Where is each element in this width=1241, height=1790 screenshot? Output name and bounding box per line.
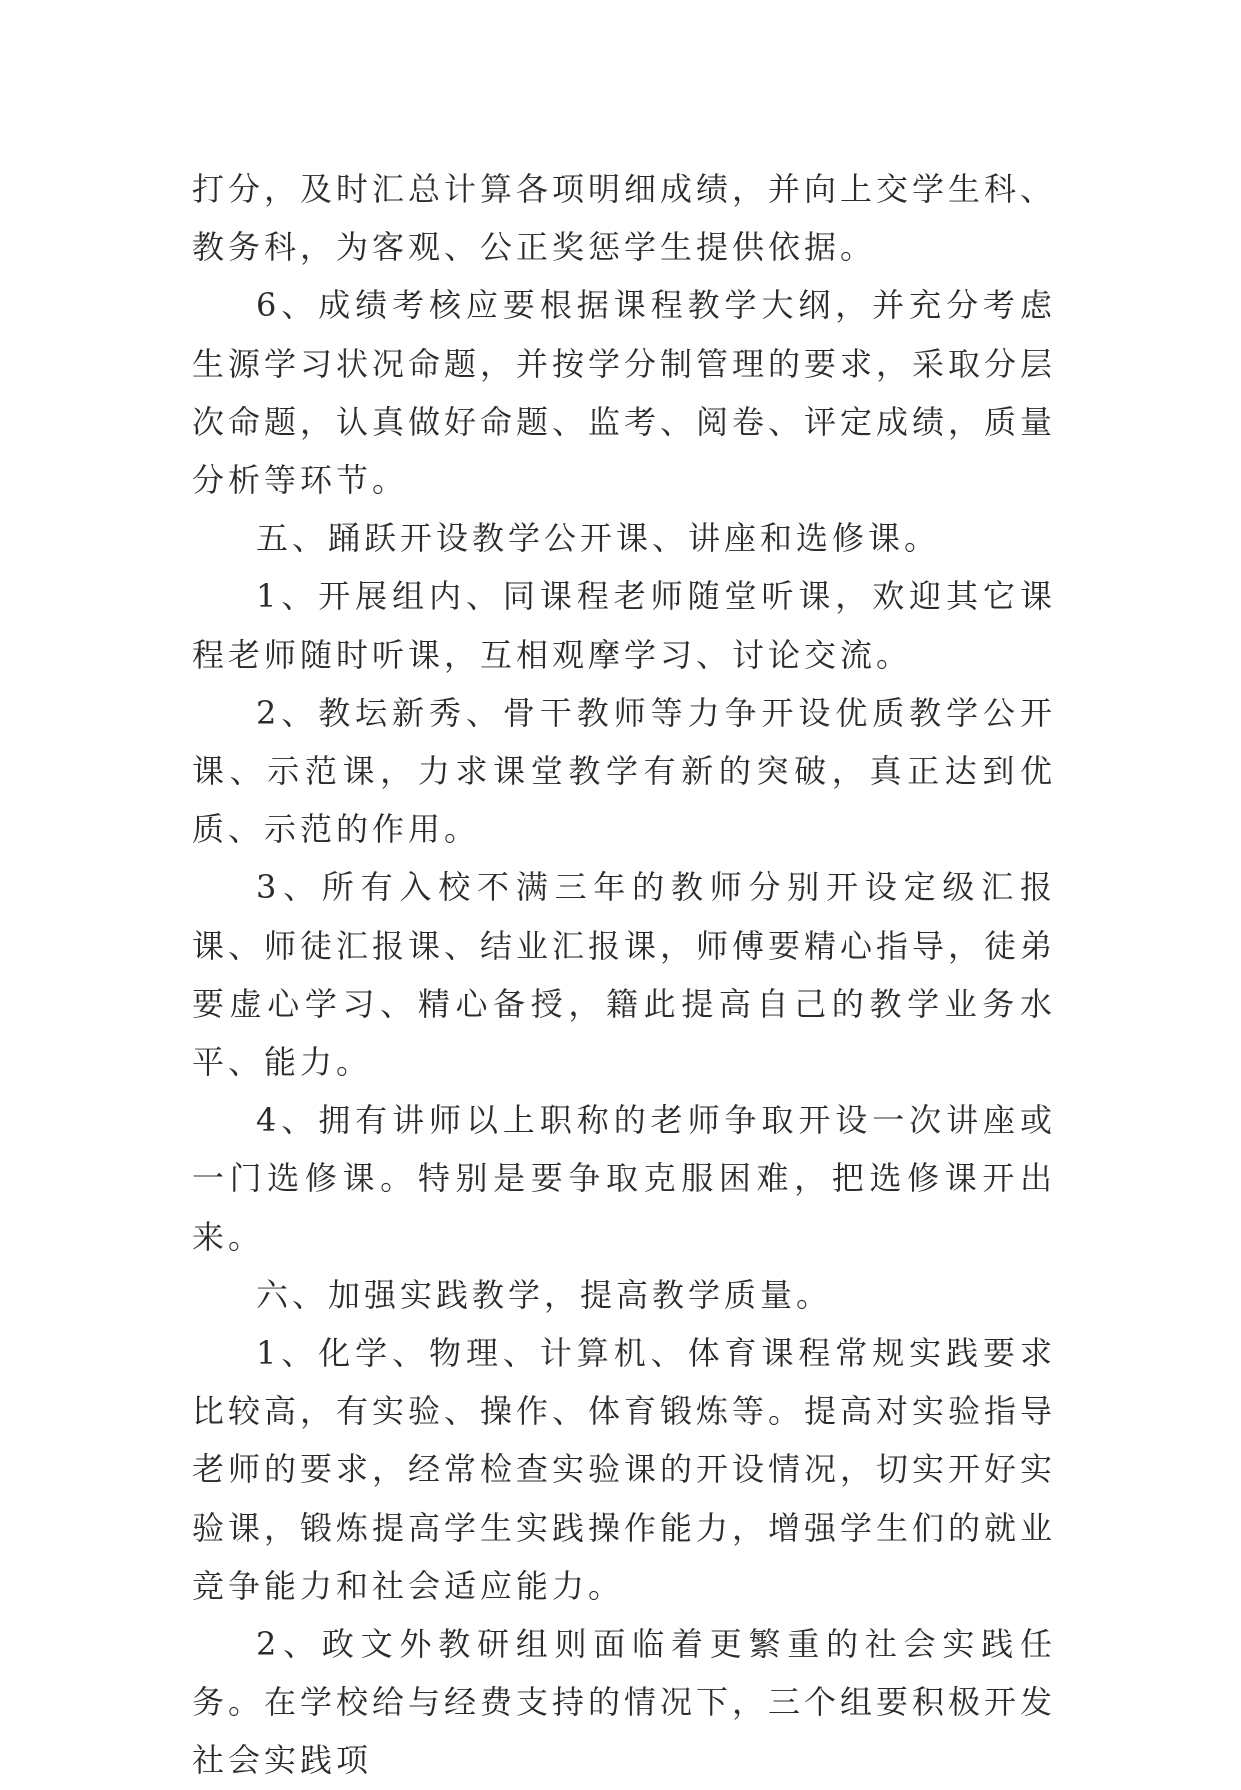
section-heading-6: 六、加强实践教学，提高教学质量。 bbox=[256, 1275, 833, 1314]
paragraph-9: 1、化学、物理、计算机、体育课程常规实践要求比较高，有实验、操作、体育锻炼等。提高对实验指导老师的要求，经常检查实验课的开设情况，切实开好实验课，锻炼提高学生实践操作能力，增强学生们的就业竞争能力和社会适应能力。 bbox=[192, 1334, 1057, 1605]
paragraph-6: 3、所有入校不满三年的教师分别开设定级汇报课、师徒汇报课、结业汇报课，师傅要精心指导，徒弟要虚心学习、精心备授，籍此提高自己的教学业务水平、能力。 bbox=[192, 868, 1057, 1082]
paragraph-5: 2、教坛新秀、骨干教师等力争开设优质教学公开课、示范课，力求课堂教学有新的突破，真正达到优质、示范的作用。 bbox=[192, 693, 1056, 849]
paragraph-7: 4、拥有讲师以上职称的老师争取开设一次讲座或一门选修课。特别是要争取克服困难，把选修课开出来。 bbox=[192, 1101, 1056, 1256]
paragraph-1: 打分，及时汇总计算各项明细成绩，并向上交学生科、教务科，为客观、公正奖惩学生提供依据。 bbox=[192, 170, 1057, 267]
document-body bbox=[192, 160, 1056, 1790]
paragraph-10: 2、政文外教研组则面临着更繁重的社会实践任务。在学校给与经费支持的情况下，三个组要积极开发社会实践项 bbox=[192, 1625, 1057, 1780]
section-heading-5: 五、踊跃开设教学公开课、讲座和选修课。 bbox=[256, 519, 941, 558]
paragraph-4: 1、开展组内、同课程老师随堂听课，欢迎其它课程老师随时听课，互相观摩学习、讨论交流。 bbox=[192, 577, 1056, 674]
paragraph-2: 6、成绩考核应要根据课程教学大纲，并充分考虑生源学习状况命题，并按学分制管理的要求，采取分层次命题，认真做好命题、监考、阅卷、评定成绩，质量分析等环节。 bbox=[192, 286, 1057, 500]
